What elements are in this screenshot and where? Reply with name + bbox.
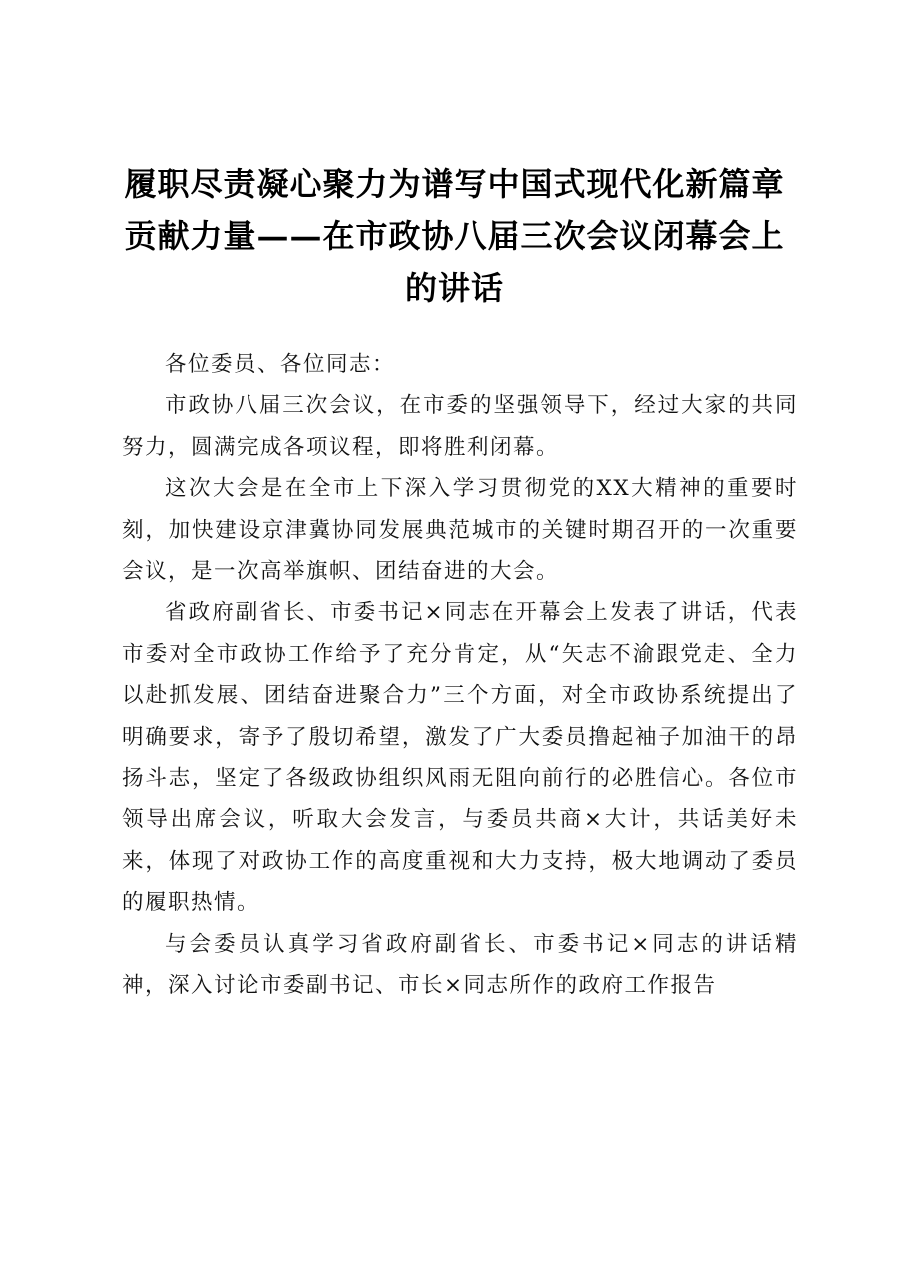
salutation-paragraph: 各位委员、各位同志： (165, 352, 396, 377)
document-title: 履职尽责凝心聚力为谱写中国式现代化新篇章贡献力量——在市政协八届三次会议闭幕会上的讲话 (124, 165, 785, 307)
body-paragraph: 这次大会是在全市上下深入学习贯彻党的XX大精神的重要时刻，加快建设京津冀协同发展典范城市的关键时期召开的一次重要会议，是一次高举旗帜、团结奋进的大会。 (122, 476, 798, 585)
document-body (122, 344, 798, 1007)
body-paragraph: 市政协八届三次会议，在市委的坚强领导下，经过大家的共同努力，圆满完成各项议程，即将胜利闭幕。 (122, 393, 798, 460)
body-paragraph: 与会委员认真学习省政府副省长、市委书记×同志的讲话精神，深入讨论市委副书记、市长×同志所作的政府工作报告 (122, 931, 798, 999)
body-paragraph: 省政府副省长、市委书记×同志在开幕会上发表了讲话，代表市委对全市政协工作给予了充分肯定，从“矢志不渝跟党走、全力以赴抓发展、团结奋进聚合力”三个方面，对全市政协系统提出了明确要求，寄予了殷切希望，激发了广大委员撸起袖子加油干的昂扬斗志，坚定了各级政协组织风雨无阻向前行的必胜信心。各位市领导出席会议，听取大会发言，与委员共商×大计，共话美好未来，体现了对政协工作的高度重视和大力支持，极大地调动了委员的履职热情。 (122, 600, 798, 916)
